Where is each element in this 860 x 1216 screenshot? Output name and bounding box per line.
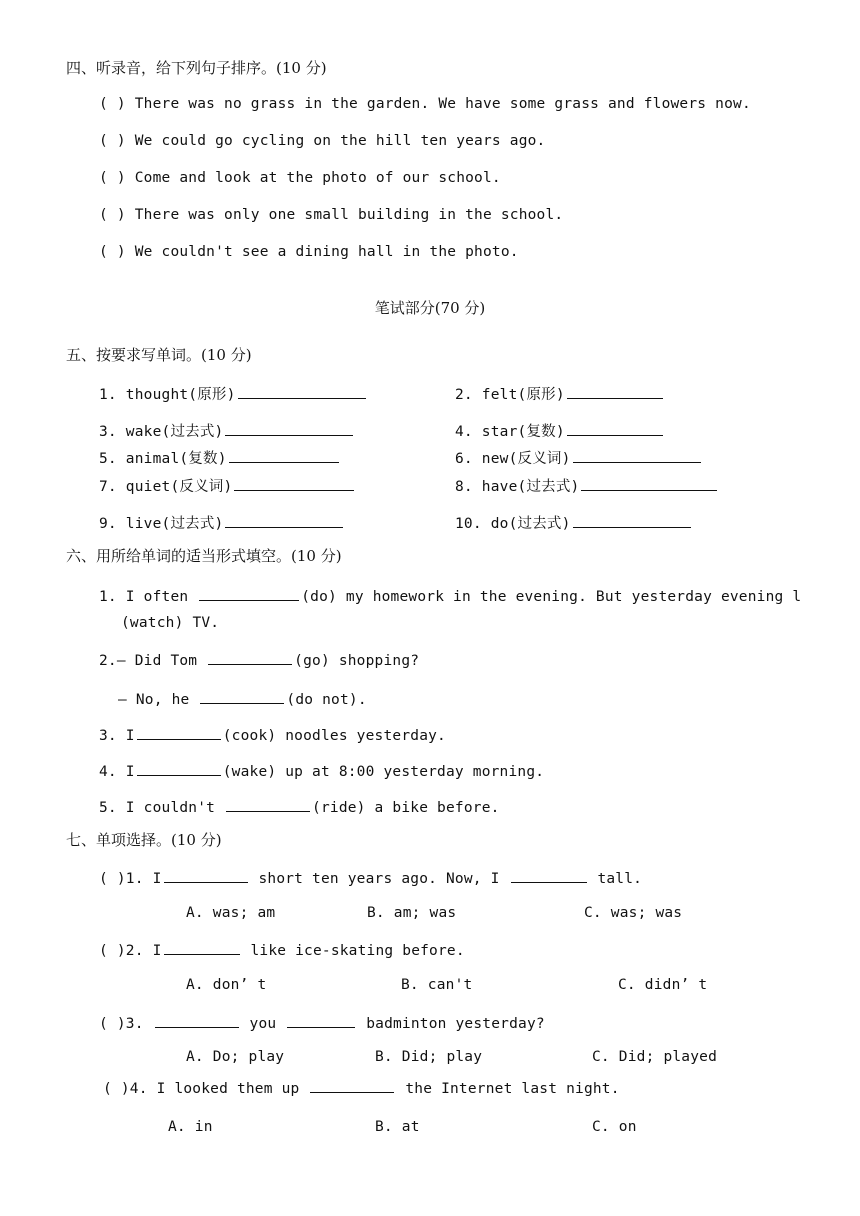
s4-item-2: ( ) We could go cycling on the hill ten years ago.	[99, 133, 546, 149]
s5-item-6: 6. new(反义词)	[455, 448, 703, 469]
s5-item-1: 1. thought(原形)	[99, 384, 368, 405]
s7-q4: ( )4. I looked them up the Internet last night.	[103, 1078, 620, 1099]
s6-q4: 4. I (wake) up at 8:00 yesterday morning.	[99, 761, 544, 782]
s4-item-5: ( ) We couldn't see a dining hall in the photo.	[99, 244, 519, 260]
s6-q5: 5. I couldn't (ride) a bike before.	[99, 797, 500, 818]
s5-item-9: 9. live(过去式)	[99, 513, 345, 534]
s4-item-1: ( ) There was no grass in the garden. We have some grass and flowers now.	[99, 96, 751, 112]
s5-item-4: 4. star(复数)	[455, 421, 665, 442]
s7-q1: ( )1. I short ten years ago. Now, I tall.	[99, 868, 642, 889]
s5-item-2: 2. felt(原形)	[455, 384, 665, 405]
s5-item-8: 8. have(过去式)	[455, 476, 719, 497]
s6-q2-line2: — No, he (do not).	[118, 689, 367, 710]
s5-item-10: 10. do(过去式)	[455, 513, 693, 534]
s4-item-4: ( ) There was only one small building in the school.	[99, 207, 564, 223]
s6-q1-line2: (watch) TV.	[121, 615, 220, 631]
s7-q3: ( )3. you badminton yesterday?	[99, 1013, 545, 1034]
s5-item-5: 5. animal(复数)	[99, 448, 341, 469]
s7-q2-option-a: A. don’ t	[186, 977, 267, 993]
s7-q4-option-b: B. at	[375, 1119, 420, 1135]
s6-q3: 3. I (cook) noodles yesterday.	[99, 725, 446, 746]
s6-q2-line1: 2.— Did Tom (go) shopping?	[99, 650, 419, 671]
s7-q2-option-b: B. can't	[401, 977, 473, 993]
s7-q3-option-c: C. Did; played	[592, 1049, 718, 1065]
s7-q1-option-c: C. was; was	[584, 905, 683, 921]
section-5-title: 五、按要求写单词。(10 分)	[66, 346, 252, 364]
section-6-title: 六、用所给单词的适当形式填空。(10 分)	[66, 547, 342, 565]
s7-q2-option-c: C. didn’ t	[618, 977, 708, 993]
s7-q3-option-a: A. Do; play	[186, 1049, 285, 1065]
written-part-heading: 笔试部分(70 分)	[374, 299, 486, 317]
s7-q3-option-b: B. Did; play	[375, 1049, 483, 1065]
section-7-title: 七、单项选择。(10 分)	[66, 831, 222, 849]
s4-item-3: ( ) Come and look at the photo of our school.	[99, 170, 501, 186]
s7-q4-option-a: A. in	[168, 1119, 213, 1135]
section-4-title: 四、听录音，给下列句子排序。(10 分)	[66, 59, 327, 77]
s7-q1-option-b: B. am; was	[367, 905, 457, 921]
s7-q4-option-c: C. on	[592, 1119, 637, 1135]
s5-item-3: 3. wake(过去式)	[99, 421, 355, 442]
s6-q1-line1: 1. I often (do) my homework in the evening. But yesterday evening l	[99, 586, 801, 607]
s7-q1-option-a: A. was; am	[186, 905, 276, 921]
s7-q2: ( )2. I like ice-skating before.	[99, 940, 465, 961]
s5-item-7: 7. quiet(反义词)	[99, 476, 356, 497]
